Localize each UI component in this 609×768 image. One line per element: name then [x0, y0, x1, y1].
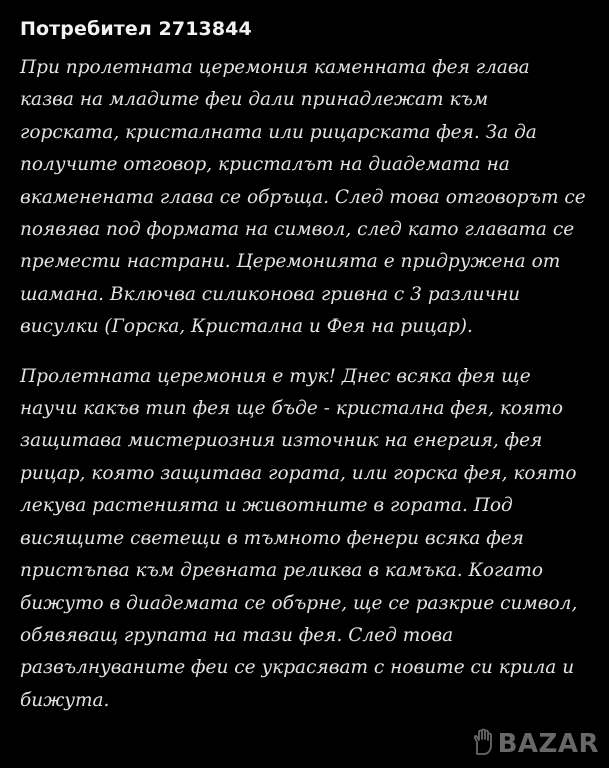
- hand-icon: [470, 728, 496, 760]
- watermark-text: BAZAR: [497, 729, 599, 759]
- bazar-watermark: [470, 728, 599, 760]
- post-paragraph-2: Пролетната церемония е тук! Днес всяка фея ще научи какъв тип фея ще бъде - кристална фея, която защитава мистериозния източник на енергия, фея рицар, която защитава гората, или горска фея, която лекува растенията и животните в гората. Под висящите светещи в тъмното фенери всяка фея пристъпва към древната реликва в камъка. Когато бижуто в диадемата се обърне, ще се разкрие символ, обявяващ групата на тази фея. След това развълнуваните феи се украсяват с новите си крила и бижута.: [20, 365, 578, 711]
- post-author[interactable]: Потребител 2713844: [20, 18, 252, 40]
- post-paragraph-1: При пролетната церемония каменната фея глава казва на младите феи дали принадлежат към горската, кристалната или рицарската фея. За да получите отговор, кристалът на диадемата на вкаменената глава се обръща. След това отговорът се появява под формата на символ, след като главата се премести настрани. Церемонията е придружена от шамана. Включва силиконова гривна с 3 различни висулки (Горска, Кристална и Фея на рицар).: [20, 57, 586, 338]
